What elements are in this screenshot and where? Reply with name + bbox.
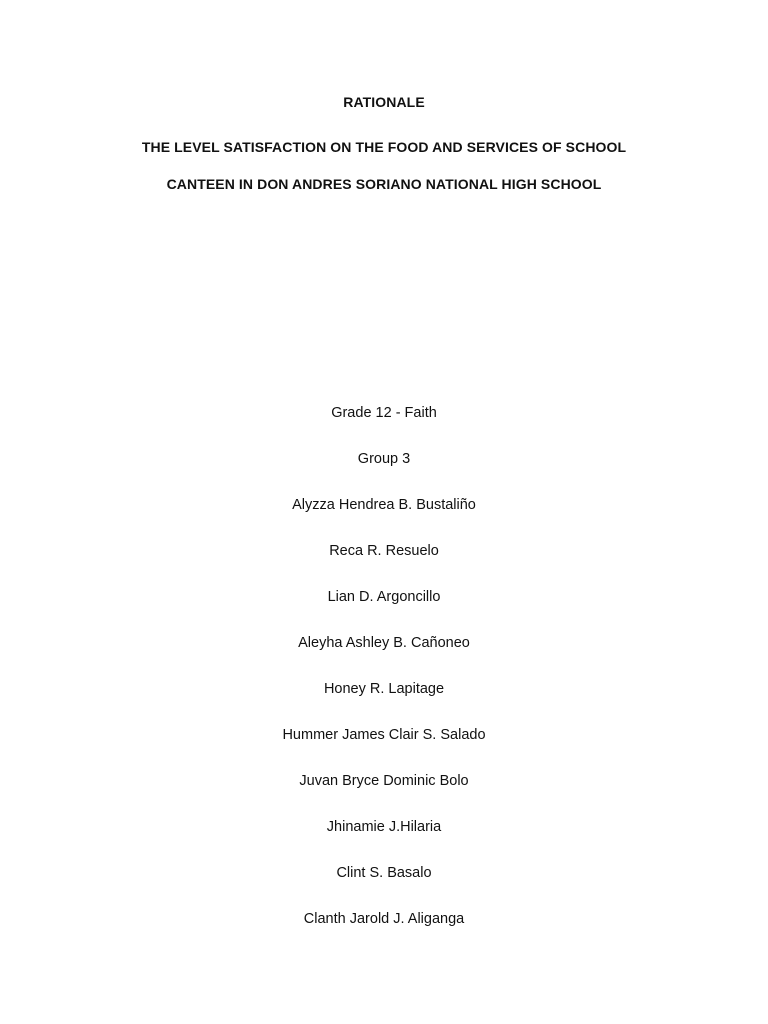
document-heading: RATIONALE: [343, 94, 425, 110]
member-name: Alyzza Hendrea B. Bustaliño: [292, 497, 476, 513]
member-name: Jhinamie J.Hilaria: [326, 819, 442, 835]
document-title-line-2: CANTEEN IN DON ANDRES SORIANO NATIONAL HIGH SCHOOL: [166, 176, 602, 192]
document-title-line-1: THE LEVEL SATISFACTION ON THE FOOD AND SERVICES OF SCHOOL: [141, 139, 627, 155]
member-name: Hummer James Clair S. Salado: [282, 727, 486, 743]
member-name: Aleyha Ashley B. Cañoneo: [298, 635, 470, 651]
member-name: Lian D. Argoncillo: [327, 589, 441, 605]
member-name: Clint S. Basalo: [336, 865, 432, 881]
member-name: Juvan Bryce Dominic Bolo: [299, 773, 469, 789]
member-name: Reca R. Resuelo: [329, 543, 439, 559]
section-label: Grade 12 - Faith: [331, 405, 437, 421]
author-block: [0, 403, 768, 955]
member-name: Clanth Jarold J. Aliganga: [303, 911, 465, 927]
member-name: Honey R. Lapitage: [323, 681, 445, 697]
group-label: Group 3: [357, 451, 411, 467]
